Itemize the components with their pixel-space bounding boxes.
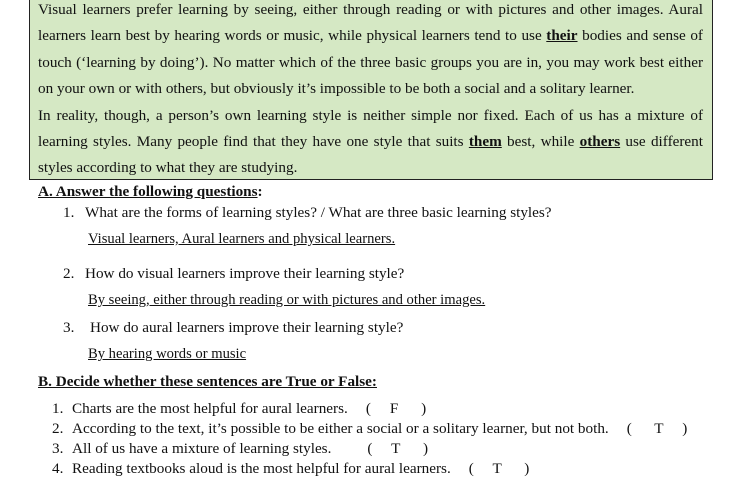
question-2: 2. How do visual learners improve their learning style? — [63, 265, 405, 282]
underlined-word-them: them — [468, 133, 502, 151]
tf-item-3: 3. All of us have a mixture of learning styles. ( T ) — [52, 440, 428, 457]
section-a-heading: A. Answer the following questions: — [38, 183, 263, 200]
question-3: 3. How do aural learners improve their learning style? — [63, 319, 404, 336]
tf-item-1: 1. Charts are the most helpful for aural learners. ( F ) — [52, 400, 427, 417]
tf-answer-1: ( F ) — [365, 400, 427, 417]
answer-3: By hearing words or music — [88, 346, 247, 362]
underlined-word-their: their — [546, 27, 578, 45]
underlined-word-others: others — [579, 133, 621, 151]
answer-1: Visual learners, Aural learners and physical learners. — [88, 231, 396, 247]
tf-answer-3: ( T ) — [367, 440, 428, 457]
tf-item-4: 4. Reading textbooks aloud is the most helpful for aural learners. ( T ) — [52, 460, 530, 477]
passage-paragraph-2: In reality, though, a person’s own learning style is neither simple nor fixed. Each of us has a mixture of learning styles. Many people find that they have one style that suits them best, while others use different styles according to what they are studying. — [38, 106, 703, 177]
reading-passage — [29, 0, 713, 180]
tf-answer-4: ( T ) — [468, 460, 530, 477]
tf-item-2: 2. According to the text, it’s possible to be either a social or a solitary learner, but not both. ( T ) — [52, 420, 688, 437]
passage-paragraph-1: Visual learners prefer learning by seeing, either through reading or with pictures and other images. Aural learners learn best by hearing words or music, while physical learners tend to use their bodies and sense of touch (‘learning by doing’). No matter which of the three basic groups you are in, you may work best either on your own or with others, but obviously it’s impossible to be both a social and a solitary learner. — [38, 1, 703, 98]
question-1: 1. What are the forms of learning styles? / What are three basic learning styles? — [63, 204, 552, 221]
section-b-heading: B. Decide whether these sentences are True or False: — [38, 373, 377, 390]
answer-2: By seeing, either through reading or with pictures and other images. — [88, 292, 486, 308]
tf-answer-2: ( T ) — [626, 420, 688, 437]
